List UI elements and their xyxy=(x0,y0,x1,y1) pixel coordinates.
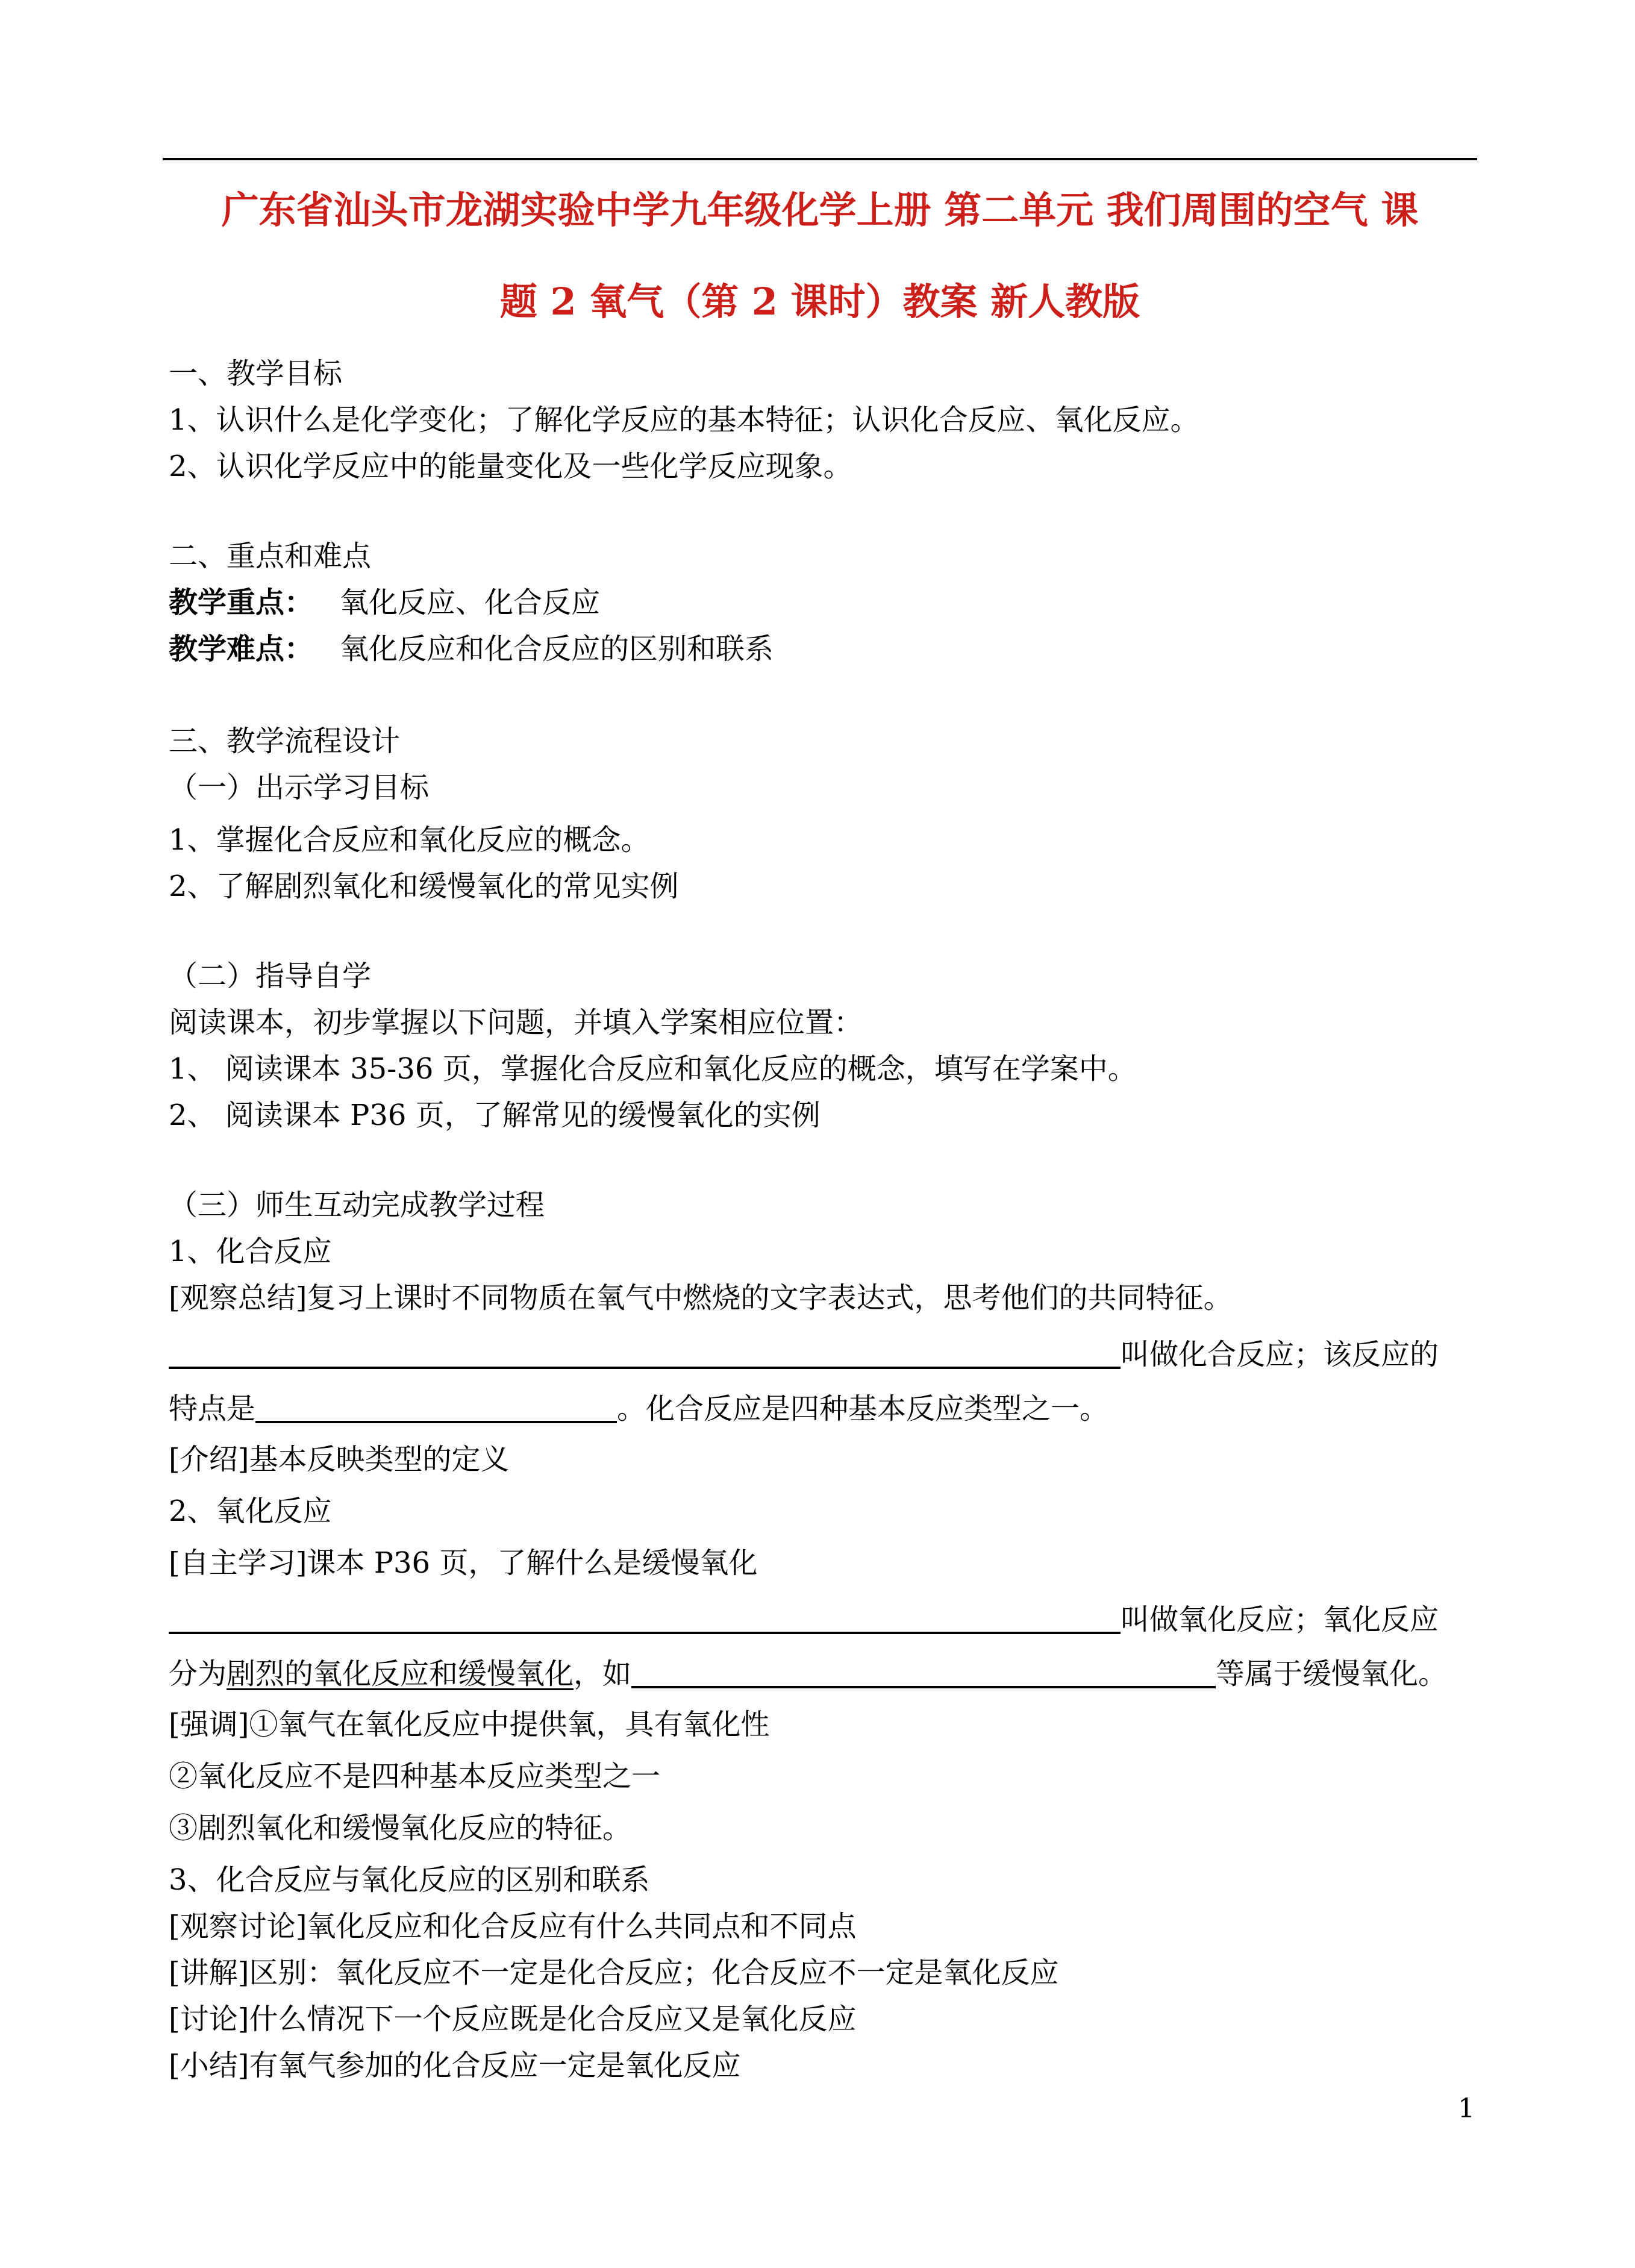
section2-heading: 二、重点和难点 xyxy=(169,539,372,573)
fill-blank xyxy=(631,1657,1216,1688)
part2-emphasis-3: ③剧烈氧化和缓慢氧化反应的特征。 xyxy=(169,1811,632,1845)
subsection2-heading: （二）指导自学 xyxy=(169,959,372,993)
part2-split-prefix: 分为 xyxy=(169,1657,227,1691)
part3-explain: [讲解]区别：氧化反应不一定是化合反应；化合反应不一定是氧化反应 xyxy=(169,1956,1059,1990)
objective-item-2: 2、认识化学反应中的能量变化及一些化学反应现象。 xyxy=(169,450,852,483)
part3-discuss: [讨论]什么情况下一个反应既是化合反应又是氧化反应 xyxy=(169,2002,857,2036)
part3-heading: 3、化合反应与氧化反应的区别和联系 xyxy=(169,1863,650,1897)
key-point-text: 氧化反应、化合反应 xyxy=(340,586,601,619)
difficult-point-line xyxy=(169,632,774,666)
fill-blank xyxy=(255,1392,617,1423)
part3-summary: [小结]有氧气参加的化合反应一定是氧化反应 xyxy=(169,2049,741,2082)
part2-split-mid: ，如 xyxy=(574,1657,632,1691)
section3-heading: 三、教学流程设计 xyxy=(169,724,401,758)
fill-blank xyxy=(169,1603,1121,1634)
part2-split-line xyxy=(169,1657,1448,1691)
part2-split-suffix: 等属于缓慢氧化。 xyxy=(1216,1657,1448,1691)
part1-feature-prefix: 特点是 xyxy=(169,1392,256,1426)
part3-observe: [观察讨论]氧化反应和化合反应有什么共同点和不同点 xyxy=(169,1909,857,1943)
goal-item-2: 2、了解剧烈氧化和缓慢氧化的常见实例 xyxy=(169,869,679,903)
key-point-label: 教学重点： xyxy=(169,586,314,619)
goal-item-1: 1、掌握化合反应和氧化反应的概念。 xyxy=(169,823,650,857)
section1-heading: 一、教学目标 xyxy=(169,357,343,390)
part2-emphasis-1: [强调]①氧气在氧化反应中提供氧，具有氧化性 xyxy=(169,1708,770,1741)
fill-blank xyxy=(169,1338,1121,1369)
part2-definition-suffix: 叫做氧化反应；氧化反应 xyxy=(1121,1603,1439,1637)
header-rule xyxy=(163,158,1477,160)
part2-definition-line xyxy=(169,1603,1439,1637)
part1-feature-line xyxy=(169,1392,1109,1426)
part2-split-underlined: 剧烈的氧化反应和缓慢氧化 xyxy=(227,1657,574,1691)
page-number: 1 xyxy=(1458,2093,1475,2124)
part2-heading: 2、氧化反应 xyxy=(169,1494,332,1528)
subsection1-heading: （一）出示学习目标 xyxy=(169,771,430,804)
difficult-point-text: 氧化反应和化合反应的区别和联系 xyxy=(340,632,774,666)
self-study-intro: 阅读课本，初步掌握以下问题，并填入学案相应位置： xyxy=(169,1006,863,1039)
part1-definition-line xyxy=(169,1338,1439,1369)
document-title-line1: 广东省汕头市龙湖实验中学九年级化学上册 第二单元 我们周围的空气 课 xyxy=(221,188,1419,232)
part2-self-study: [自主学习]课本 P36 页，了解什么是缓慢氧化 xyxy=(169,1546,758,1580)
part1-heading: 1、化合反应 xyxy=(169,1235,332,1268)
key-point-line xyxy=(169,588,600,617)
part1-intro: [介绍]基本反映类型的定义 xyxy=(169,1443,510,1476)
document-title-line2: 题 2 氧气（第 2 课时）教案 新人教版 xyxy=(499,280,1140,324)
difficult-point-label: 教学难点： xyxy=(169,632,314,666)
objective-item-1: 1、认识什么是化学变化；了解化学反应的基本特征；认识化合反应、氧化反应。 xyxy=(169,403,1199,437)
part2-emphasis-2: ②氧化反应不是四种基本反应类型之一 xyxy=(169,1759,661,1793)
part1-observe: [观察总结]复习上课时不同物质在氧气中燃烧的文字表达式，思考他们的共同特征。 xyxy=(169,1281,1233,1315)
part1-definition-suffix: 叫做化合反应；该反应的 xyxy=(1121,1338,1439,1371)
self-study-item-1: 1、 阅读课本 35-36 页，掌握化合反应和氧化反应的概念，填写在学案中。 xyxy=(169,1052,1137,1086)
subsection3-heading: （三）师生互动完成教学过程 xyxy=(169,1188,545,1222)
part1-feature-suffix: 。化合反应是四种基本反应类型之一。 xyxy=(617,1392,1109,1426)
self-study-item-2: 2、 阅读课本 P36 页，了解常见的缓慢氧化的实例 xyxy=(169,1098,821,1132)
